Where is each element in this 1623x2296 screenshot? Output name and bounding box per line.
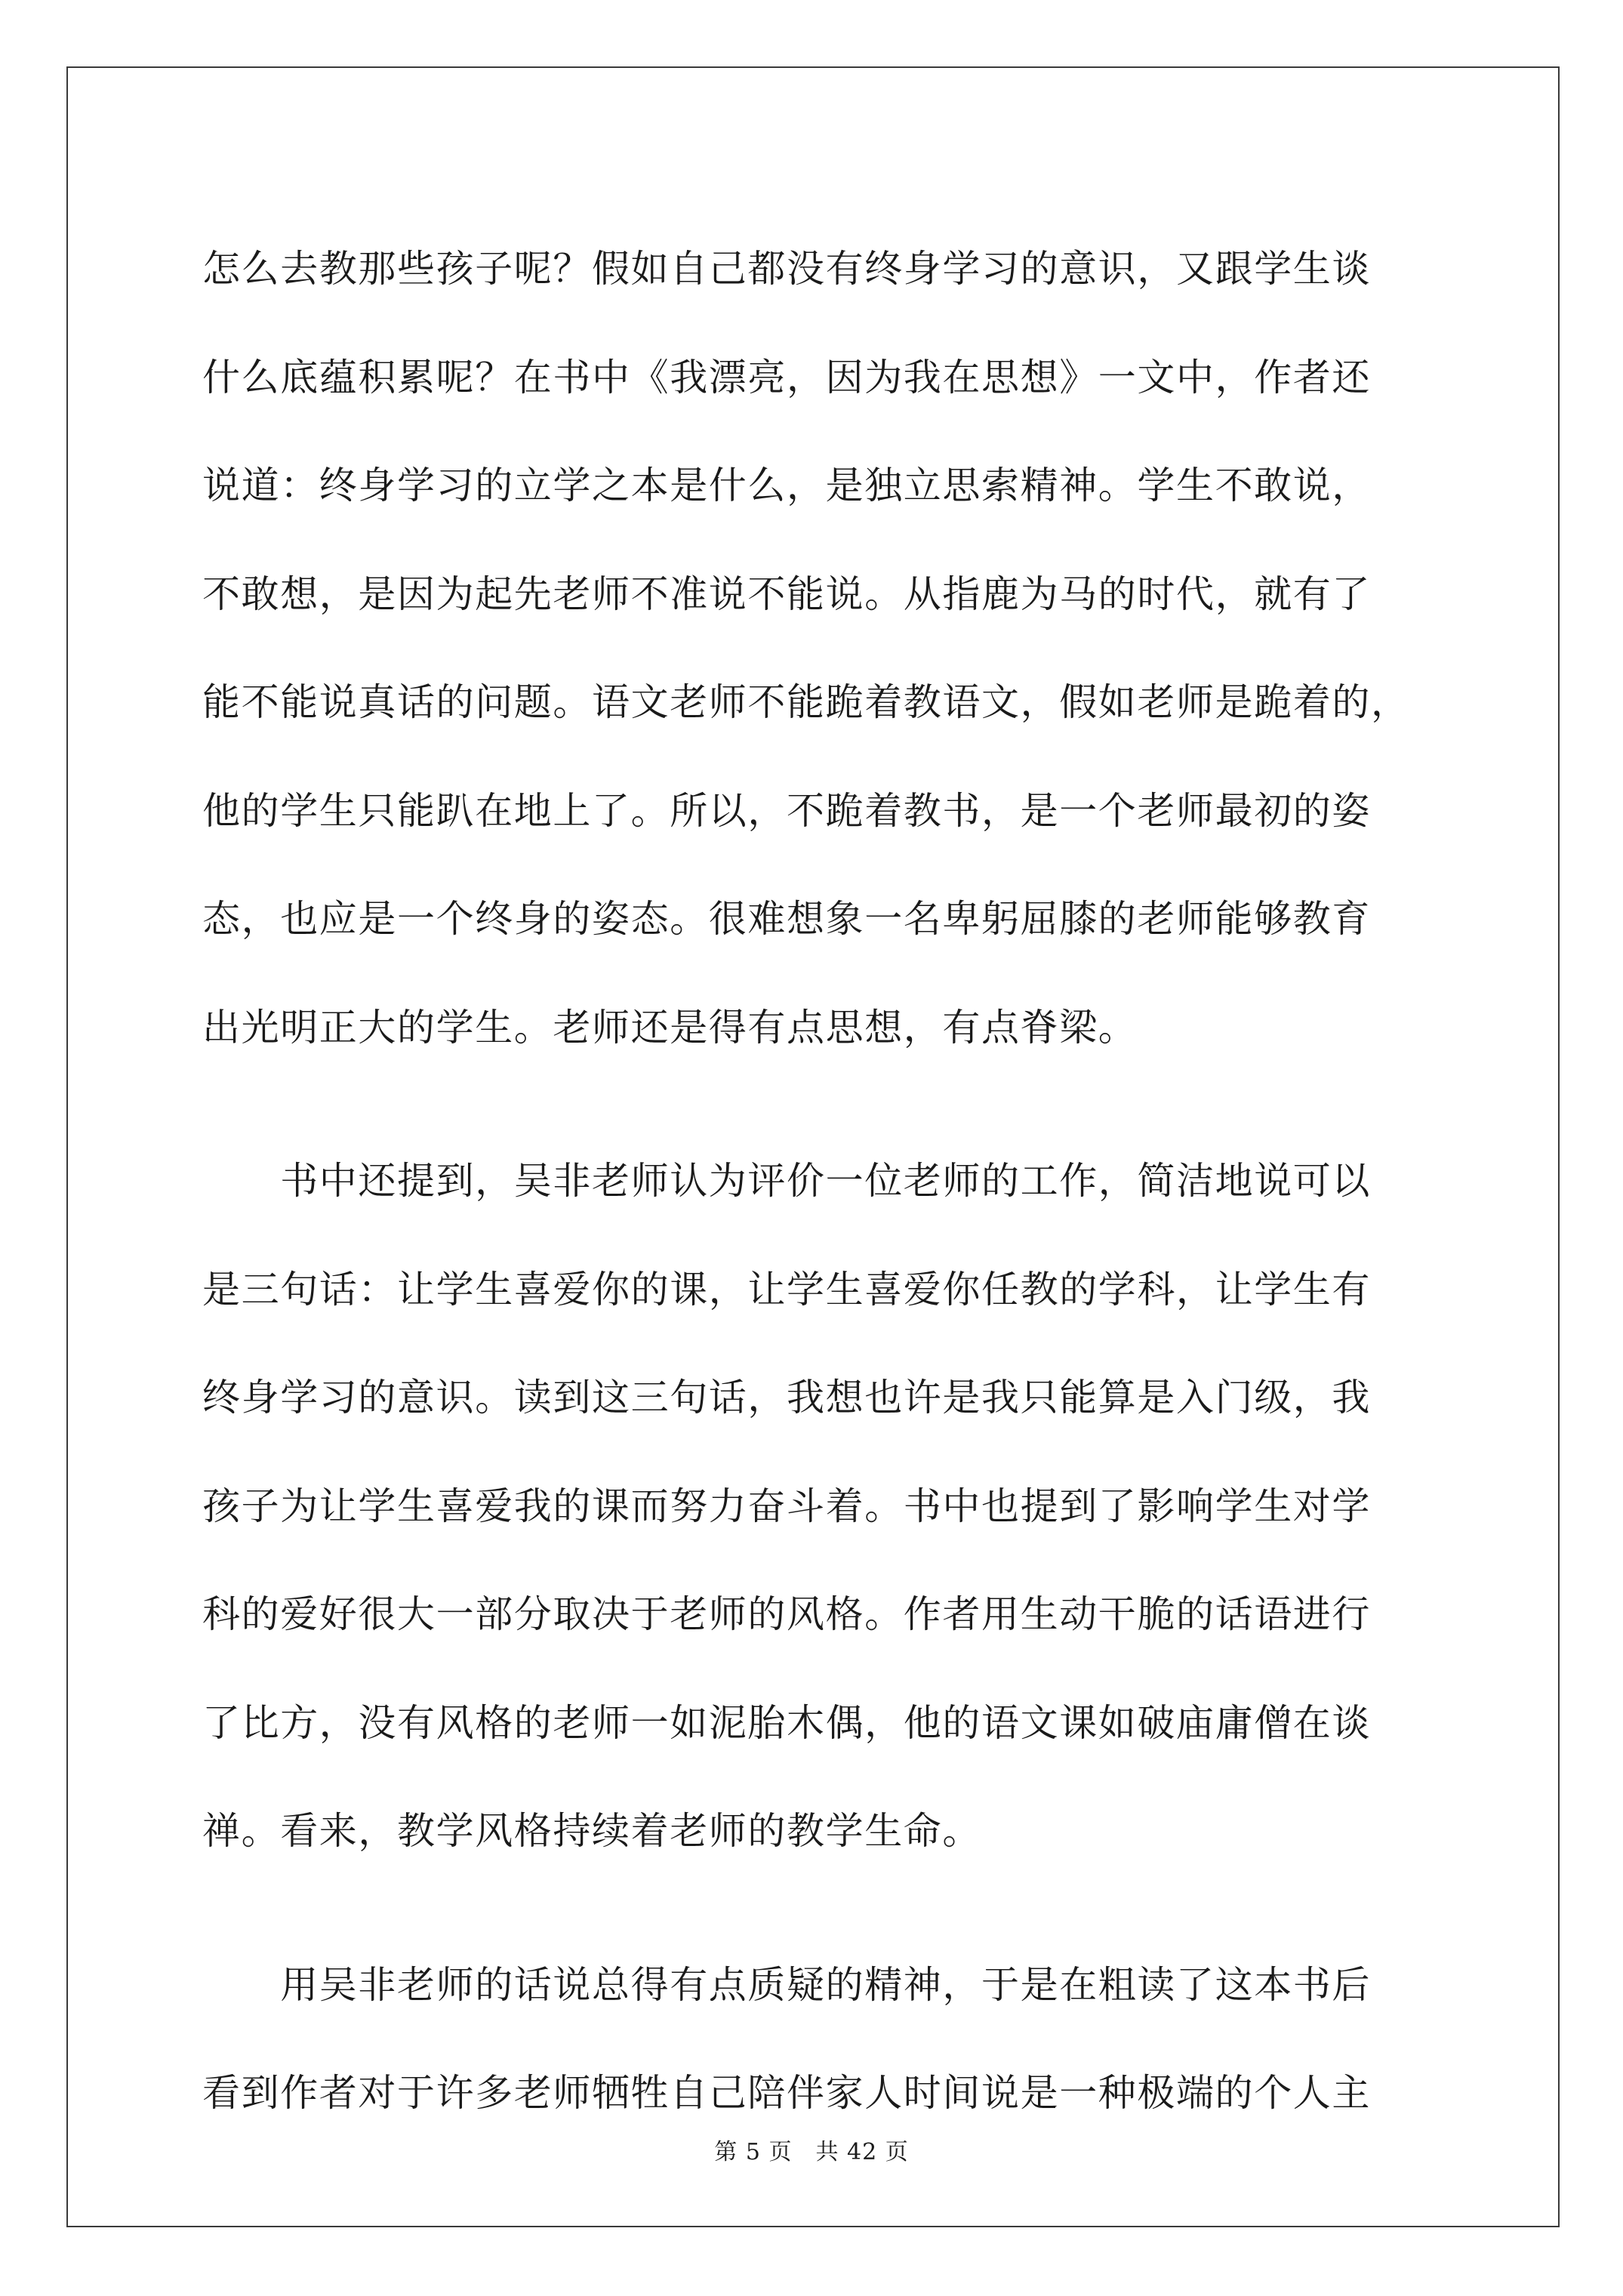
text-line: 出光明正大的学生。老师还是得有点思想，有点脊梁。 [202,1005,1138,1049]
text-line: 不敢想，是因为起先老师不准说不能说。从指鹿为马的时代，就有了 [202,572,1371,616]
text-line: 态，也应是一个终身的姿态。很难想象一名卑躬屈膝的老师能够教育 [202,897,1371,941]
text-line: 能不能说真话的问题。语文老师不能跪着教语文，假如老师是跪着的， [202,680,1410,724]
paragraph-1 [202,215,1440,1082]
text-line: 用吴非老师的话说总得有点质疑的精神，于是在粗读了这本书后 [202,1962,1371,2007]
paragraph-spacer [202,1886,1440,1931]
paragraph-2 [202,1127,1440,1886]
text-line: 孩子为让学生喜爱我的课而努力奋斗着。书中也提到了影响学生对学 [202,1484,1371,1528]
page-number-footer: 第 5 页 共 42 页 [714,2139,909,2165]
text-line: 说道：终身学习的立学之本是什么，是独立思索精神。学生不敢说， [202,464,1371,507]
text-line: 是三句话：让学生喜爱你的课，让学生喜爱你任教的学科，让学生有 [202,1267,1371,1311]
paragraph-3 [202,1931,1440,2148]
text-line: 终身学习的意识。读到这三句话，我想也许是我只能算是入门级，我 [202,1376,1371,1419]
text-line: 看到作者对于许多老师牺牲自己陪伴家人时间说是一种极端的个人主 [202,2071,1371,2115]
document-body [202,215,1440,2148]
paragraph-spacer [202,1082,1440,1127]
text-line: 什么底蕴积累呢？在书中《我漂亮，因为我在思想》一文中，作者还 [202,355,1371,399]
text-line: 怎么去教那些孩子呢？假如自己都没有终身学习的意识，又跟学生谈 [202,247,1371,291]
text-line: 科的爱好很大一部分取决于老师的风格。作者用生动干脆的话语进行 [202,1592,1371,1636]
text-line: 书中还提到，吴非老师认为评价一位老师的工作，简洁地说可以 [202,1159,1371,1203]
text-line: 禅。看来，教学风格持续着老师的教学生命。 [202,1809,981,1853]
text-line: 他的学生只能趴在地上了。所以，不跪着教书，是一个老师最初的姿 [202,788,1371,833]
text-line: 了比方，没有风格的老师一如泥胎木偶，他的语文课如破庙庸僧在谈 [202,1700,1371,1745]
